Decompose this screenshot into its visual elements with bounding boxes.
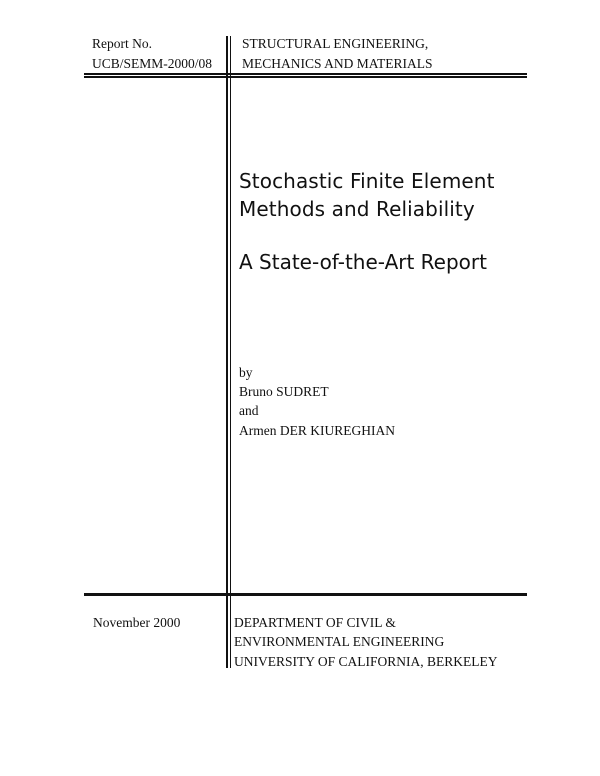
program-line-2: MECHANICS AND MATERIALS [242, 56, 433, 71]
and-label: and [239, 403, 259, 418]
report-date: November 2000 [93, 615, 181, 630]
university-line: UNIVERSITY OF CALIFORNIA, BERKELEY [234, 654, 498, 669]
title-line-2: Methods and Reliability [239, 197, 475, 221]
program-line-1: STRUCTURAL ENGINEERING, [242, 36, 429, 51]
subtitle: A State-of-the-Art Report [239, 250, 487, 274]
header-rule-top [84, 73, 527, 75]
report-label: Report No. [92, 36, 152, 51]
author-1: Bruno SUDRET [239, 384, 329, 399]
header-rule-bottom [84, 76, 527, 78]
vertical-rule-left [226, 36, 228, 668]
department-line-2: ENVIRONMENTAL ENGINEERING [234, 634, 445, 649]
vertical-rule-right [230, 36, 232, 668]
department-line-1: DEPARTMENT OF CIVIL & [234, 615, 396, 630]
author-2: Armen DER KIUREGHIAN [239, 423, 395, 438]
title-line-1: Stochastic Finite Element [239, 169, 495, 193]
by-label: by [239, 365, 253, 380]
report-number: UCB/SEMM-2000/08 [92, 56, 213, 71]
footer-rule [84, 593, 527, 596]
